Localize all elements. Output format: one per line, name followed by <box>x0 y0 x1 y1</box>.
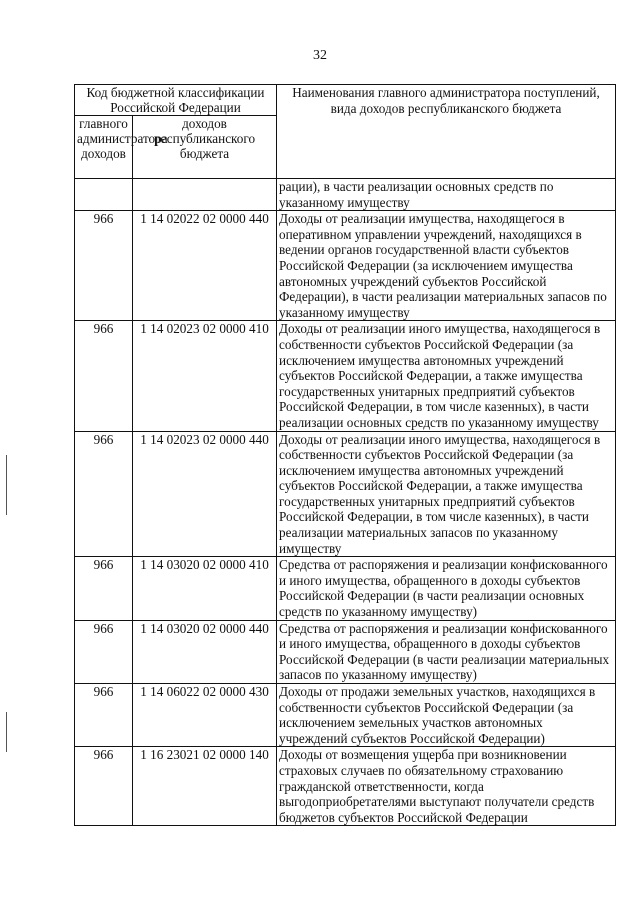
admin-code-cell: 966 <box>75 211 133 321</box>
admin-code-cell: 966 <box>75 747 133 826</box>
income-name-cell: Доходы от продажи земельных участков, находящихся в собственности субъектов Российской Федерации (за исключением земельных участков автономных учреждений субъектов Российской Федерации) <box>277 684 616 747</box>
scan-edge-mark <box>6 455 7 515</box>
income-name-cell: Средства от распоряжения и реализации конфискованного и иного имущества, обращенного в доходы субъектов Российской Федерации (в части реализации основных средств по указанному имуществу) <box>277 557 616 620</box>
header-income-column: доходов республиканского бюджета <box>133 116 277 179</box>
income-code-cell: 1 14 02023 02 0000 440 <box>133 431 277 557</box>
income-code-cell: 1 14 03020 02 0000 440 <box>133 620 277 683</box>
table-row <box>75 557 616 620</box>
income-code-cell: 1 14 06022 02 0000 430 <box>133 684 277 747</box>
scan-edge-mark <box>6 712 7 752</box>
admin-code-cell: 966 <box>75 321 133 431</box>
budget-classification-table <box>74 84 616 826</box>
income-name-cell: Доходы от реализации иного имущества, находящегося в собственности субъектов Российской Федерации (за исключением имущества автономных учреждений субъектов Российской Федерации, а также имущества государственных унитарных предприятий субъектов Российской Федерации, в том числе казенных), в части реализации материальных запасов по указанному имуществу <box>277 431 616 557</box>
table-row <box>75 684 616 747</box>
admin-code-cell: 966 <box>75 620 133 683</box>
admin-code-cell: 966 <box>75 431 133 557</box>
income-code-cell: 1 14 03020 02 0000 410 <box>133 557 277 620</box>
income-name-cell: Средства от распоряжения и реализации конфискованного и иного имущества, обращенного в доходы субъектов Российской Федерации (в части реализации материальных запасов по указанному имуществу) <box>277 620 616 683</box>
income-code-cell: 1 14 02023 02 0000 410 <box>133 321 277 431</box>
income-code-cell: 1 14 02022 02 0000 440 <box>133 211 277 321</box>
table-row <box>75 321 616 431</box>
header-name-column: Наименования главного администратора поступлений, вида доходов республиканского бюджета <box>277 85 616 179</box>
income-name-cell: Доходы от возмещения ущерба при возникновении страховых случаев по обязательному страхованию гражданской ответственности, когда выгодоприобретателями выступают получатели средств бюджетов субъектов Российской Федерации <box>277 747 616 826</box>
income-code-cell: 1 16 23021 02 0000 140 <box>133 747 277 826</box>
continuation-row <box>75 179 616 211</box>
header-row-group <box>75 85 616 116</box>
admin-code-cell: 966 <box>75 557 133 620</box>
table-row <box>75 211 616 321</box>
continuation-text: рации), в части реализации основных средств по указанному имуществу <box>277 179 616 211</box>
header-admin-column: главного администратора доходов <box>75 116 133 179</box>
income-name-cell: Доходы от реализации имущества, находящегося в оперативном управлении учреждений, находящихся в ведении органов государственной власти субъектов Российской Федерации (за исключением имущества автономных учреждений субъектов Российской Федерации), в части реализации материальных запасов по указанному имуществу <box>277 211 616 321</box>
table-row <box>75 431 616 557</box>
admin-code-cell: 966 <box>75 684 133 747</box>
table-row <box>75 747 616 826</box>
empty-cell <box>75 179 133 211</box>
table-row <box>75 620 616 683</box>
page-number: 32 <box>313 48 327 63</box>
income-name-cell: Доходы от реализации иного имущества, находящегося в собственности субъектов Российской Федерации (за исключением имущества автономных учреждений субъектов Российской Федерации, а также имущества государственных унитарных предприятий субъектов Российской Федерации, в том числе казенных), в части реализации основных средств по указанному имуществу <box>277 321 616 431</box>
empty-cell <box>133 179 277 211</box>
header-code-group: Код бюджетной классификации Российской Федерации <box>75 85 277 116</box>
